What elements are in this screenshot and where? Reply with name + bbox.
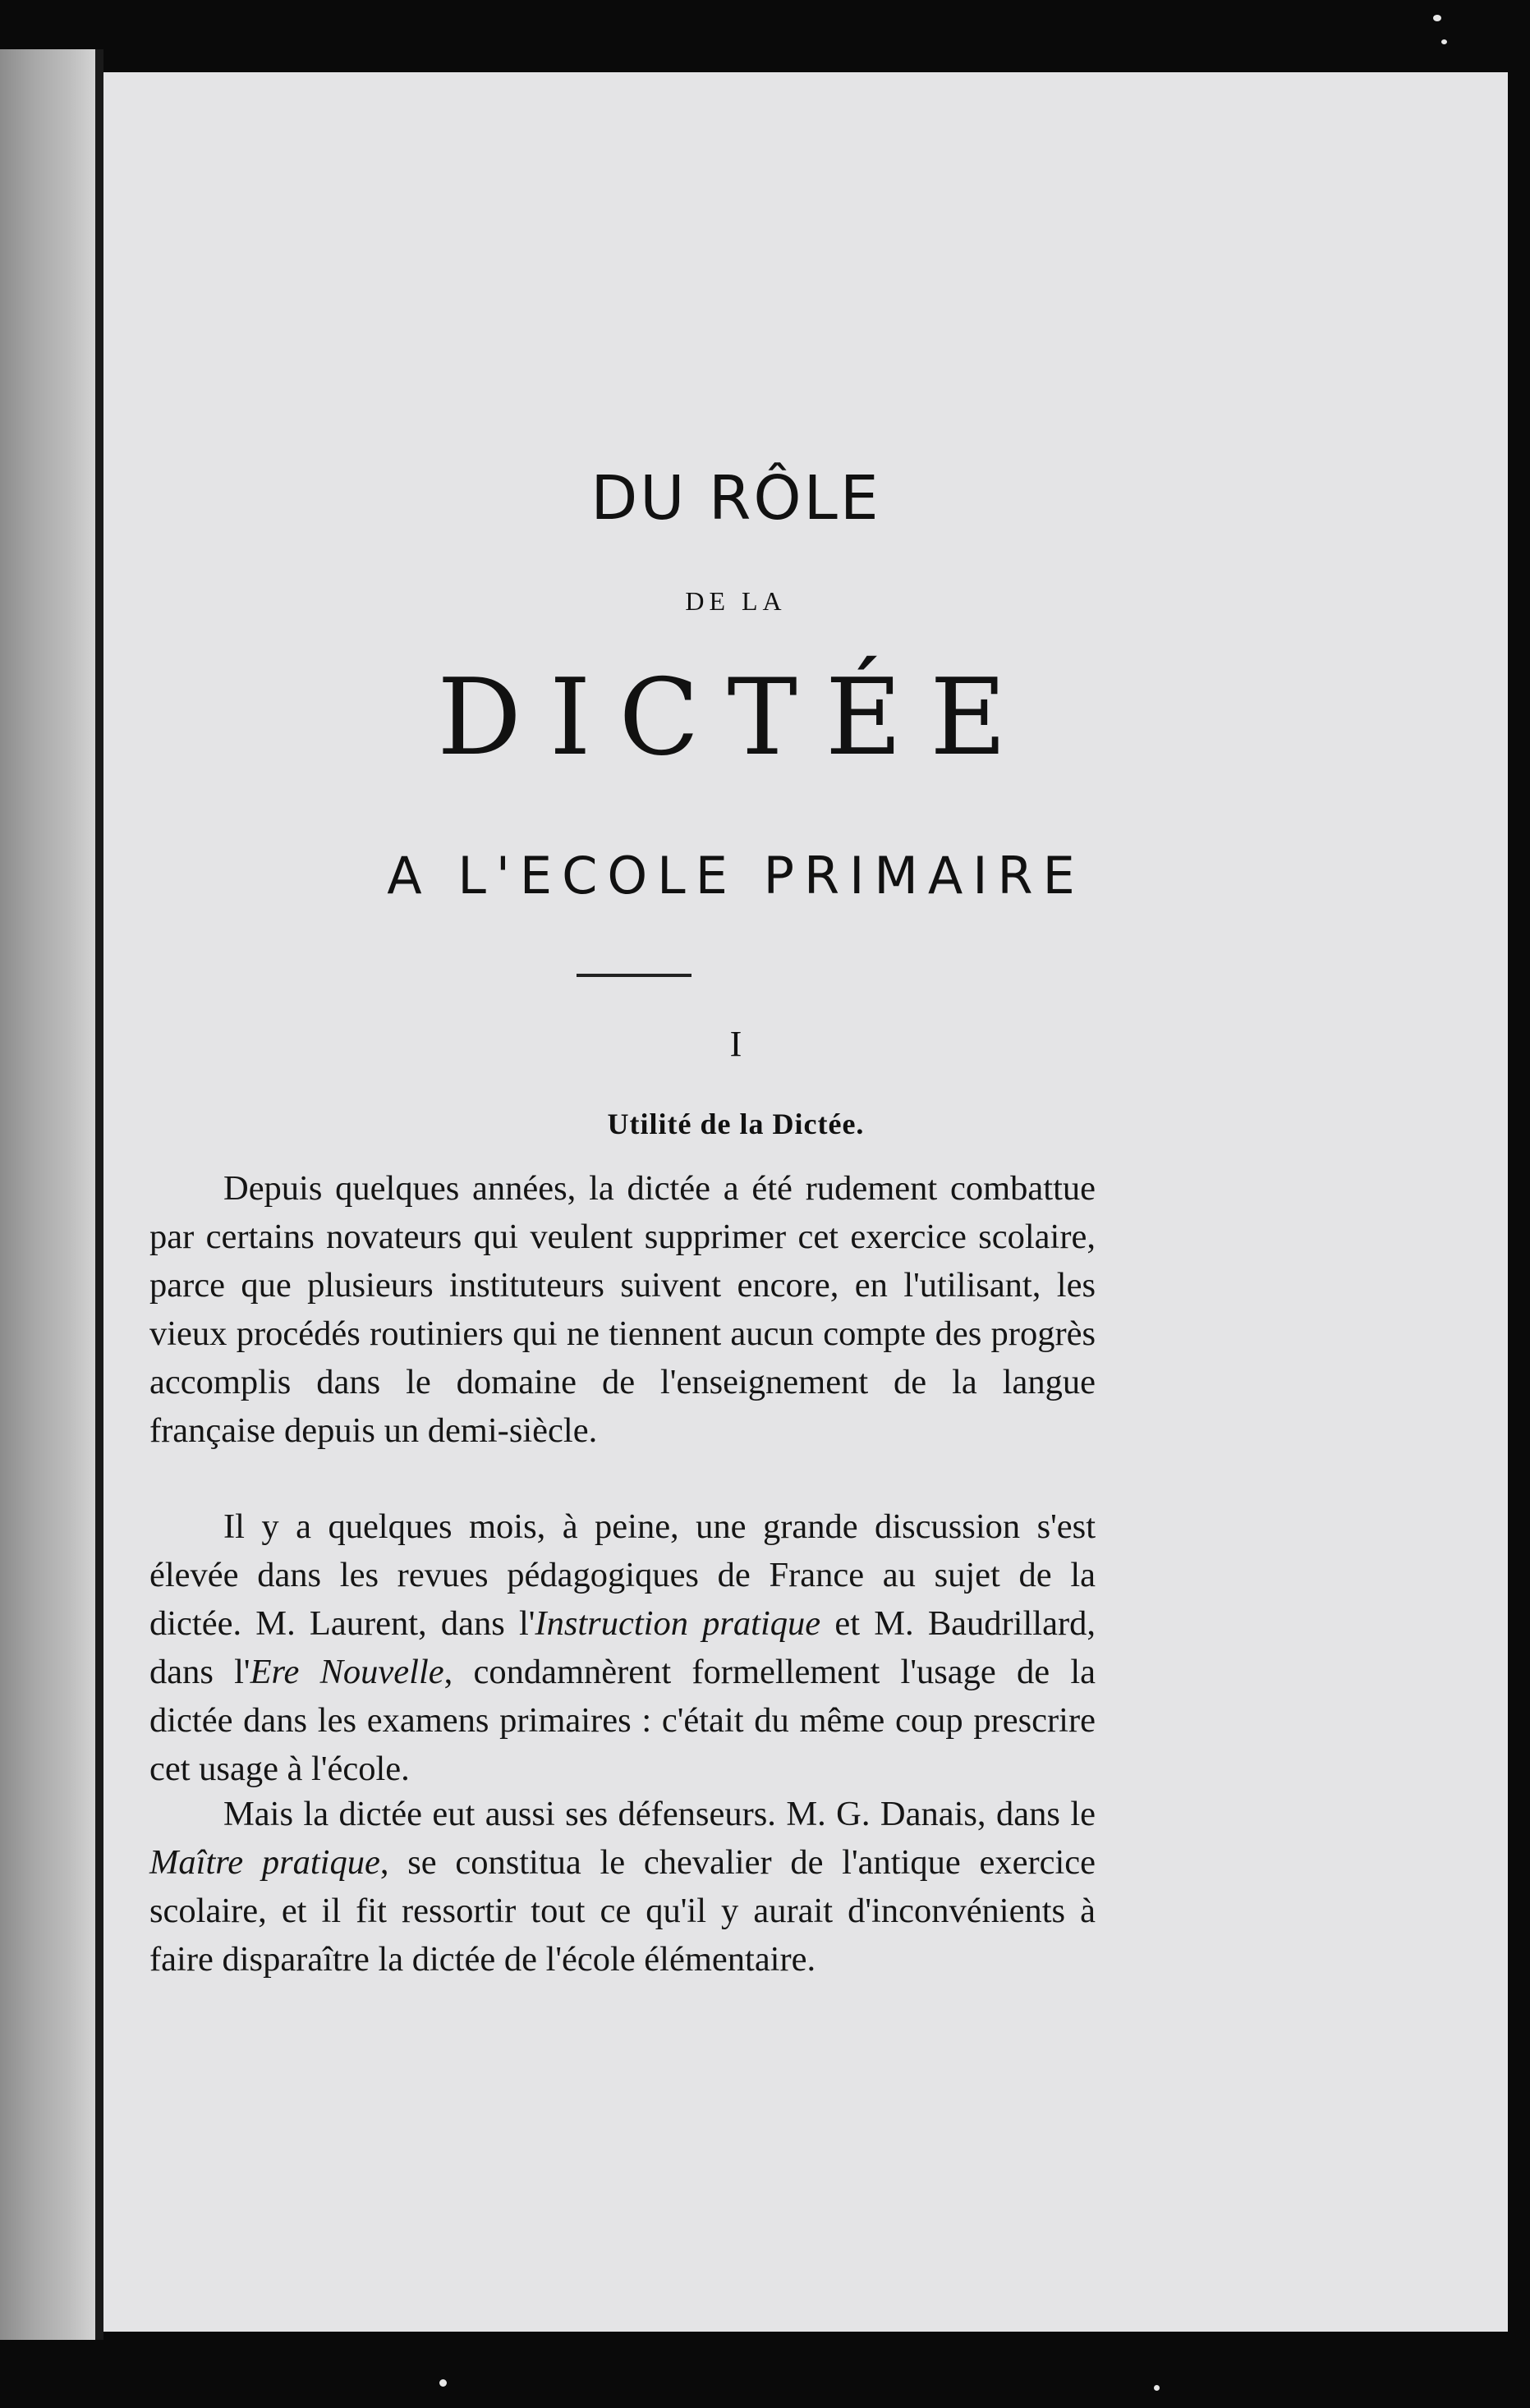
scan-speck (1154, 2385, 1160, 2391)
body-paragraph (149, 1502, 1096, 1793)
scan-left-margin (0, 49, 99, 2340)
journal-title-italic: Ere Nouvelle (250, 1653, 444, 1691)
section-heading: Utilité de la Dictée. (607, 1108, 865, 1140)
journal-title-italic: Maître pratique (149, 1843, 380, 1882)
scan-speck (1441, 39, 1447, 44)
book-page (103, 72, 1508, 2332)
paragraph-text: Il y a quelques mois, à peine, une grande discussion s'est élevée dans les revues pédagogiques de France au sujet de la dictée. M. Laurent, dans l' (149, 1507, 1096, 1643)
journal-title-italic: Instruction pratique (535, 1604, 821, 1643)
title-divider-rule (577, 974, 691, 977)
paragraph-text: Mais la dictée eut aussi ses défenseurs. M. G. Danais, dans le (223, 1795, 1096, 1833)
title-line-de-la: DE LA (685, 586, 787, 616)
paragraph-text: Depuis quelques années, la dictée a été rudement combattue par certains novateurs qui veulent supprimer cet exercice scolaire, parce que plusieurs instituteurs suivent encore, en l'utilisant, les vieux procédés routiniers qui ne tiennent aucun compte des progrès accomplis dans le domaine de l'enseignement de la langue française depuis un demi-siècle. (149, 1169, 1096, 1450)
scan-speck (439, 2379, 447, 2387)
title-line-du-role: DU RÔLE (590, 463, 881, 534)
section-number: I (729, 1024, 742, 1064)
scan-speck (1433, 15, 1441, 21)
page-spine-edge (95, 49, 103, 2340)
body-paragraph (149, 1164, 1096, 1455)
paragraph-text: , se constitua le chevalier de l'antique exercice scolaire, et il fit ressortir tout ce qu'il y aurait d'inconvénients à faire disparaître la dictée de l'école élémentaire. (149, 1843, 1096, 1979)
paragraph-text: et M. Baudrillard, dans l' (149, 1604, 1096, 1691)
body-paragraph (149, 1790, 1096, 1984)
paragraph-text: , condamnèrent formellement l'usage de la dictée dans les examens primaires : c'était du même coup prescrire cet usage à l'école. (149, 1653, 1096, 1788)
title-line-dictee: DICTÉE (437, 657, 1035, 779)
title-line-ecole-primaire: A L'ECOLE PRIMAIRE (387, 846, 1085, 906)
